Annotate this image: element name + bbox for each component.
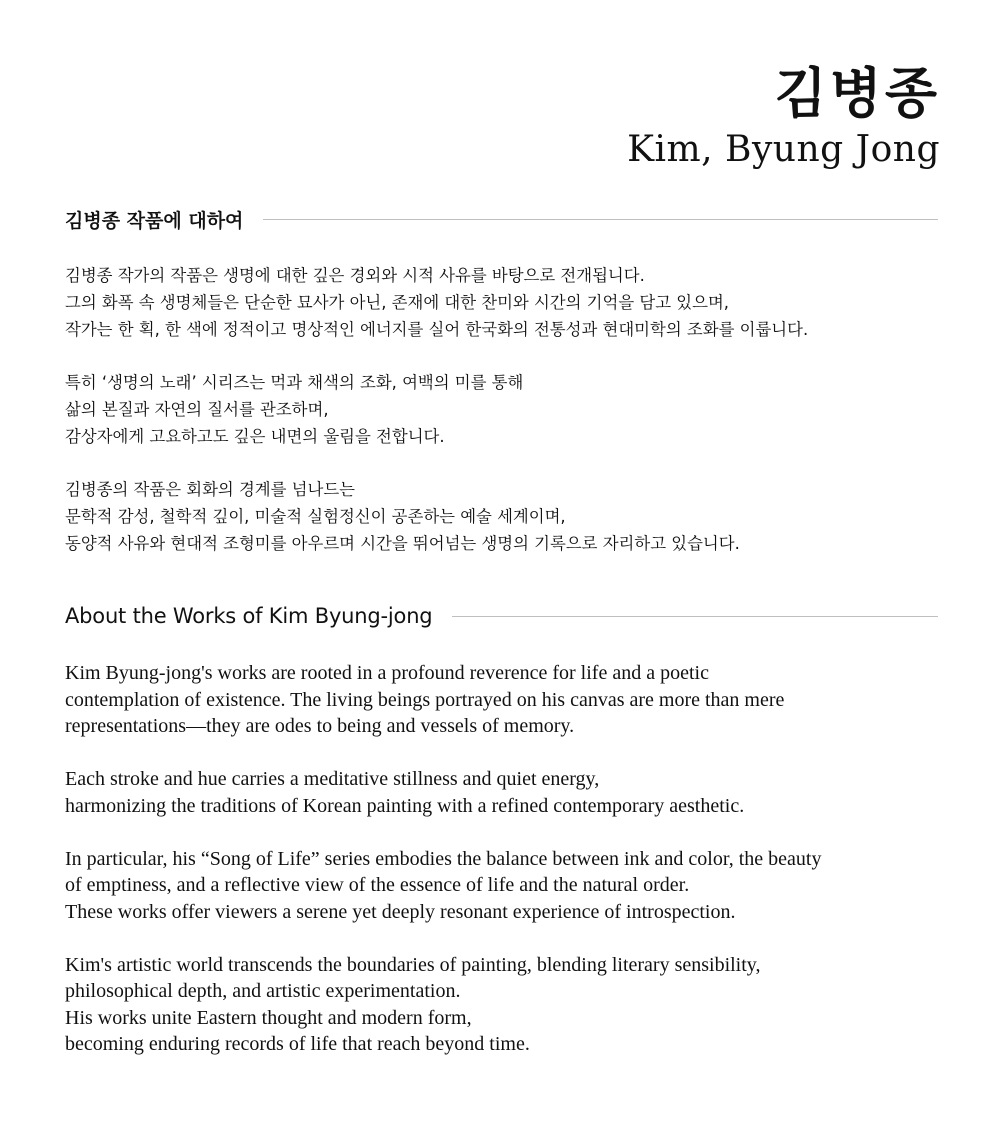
text-line: 문학적 감성, 철학적 깊이, 미술적 실험정신이 공존하는 예술 세계이며, — [65, 507, 566, 526]
english-paragraph-2 — [65, 766, 945, 819]
english-section-heading — [65, 604, 938, 628]
artist-name-english: Kim, Byung Jong — [627, 129, 940, 170]
korean-paragraph-3 — [65, 476, 945, 557]
text-line: These works offer viewers a serene yet deeply resonant experience of introspection. — [65, 900, 736, 923]
text-line: contemplation of existence. The living beings portrayed on his canvas are more than mere — [65, 688, 785, 711]
korean-section-heading — [65, 206, 938, 233]
text-line: 작가는 한 획, 한 색에 정적이고 명상적인 에너지를 실어 한국화의 전통성과 현대미학의 조화를 이룹니다. — [65, 320, 809, 339]
text-line: Kim's artistic world transcends the boundaries of painting, blending literary sensibility, — [65, 953, 761, 976]
title-block — [627, 62, 940, 172]
english-heading-divider — [452, 616, 938, 617]
text-line: 김병종 작가의 작품은 생명에 대한 깊은 경외와 시적 사유를 바탕으로 전개됩니다. — [65, 266, 645, 285]
text-line: of emptiness, and a reflective view of the essence of life and the natural order. — [65, 874, 690, 896]
text-line: 감상자에게 고요하고도 깊은 내면의 울림을 전합니다. — [65, 427, 445, 446]
korean-heading-divider — [263, 219, 938, 220]
korean-heading-text: 김병종 작품에 대하여 — [65, 210, 244, 232]
text-line: representations—they are odes to being and vessels of memory. — [65, 715, 575, 737]
text-line: 특히 ‘생명의 노래’ 시리즈는 먹과 채색의 조화, 여백의 미를 통해 — [65, 373, 524, 392]
text-line: 삶의 본질과 자연의 질서를 관조하며, — [65, 400, 329, 419]
text-line: 동양적 사유와 현대적 조형미를 아우르며 시간을 뛰어넘는 생명의 기록으로 자리하고 있습니다. — [65, 534, 740, 553]
korean-paragraph-2 — [65, 369, 945, 450]
english-paragraph-4 — [65, 952, 945, 1058]
english-heading-text: About the Works of Kim Byung-jong — [65, 604, 433, 628]
text-line: harmonizing the traditions of Korean painting with a refined contemporary aesthetic. — [65, 794, 745, 817]
text-line: His works unite Eastern thought and modern form, — [65, 1006, 472, 1029]
korean-body — [65, 262, 945, 583]
english-paragraph-1 — [65, 660, 945, 740]
text-line: becoming enduring records of life that reach beyond time. — [65, 1033, 530, 1055]
english-paragraph-3 — [65, 846, 945, 926]
text-line: 김병종의 작품은 회화의 경계를 넘나드는 — [65, 480, 356, 499]
text-line: 그의 화폭 속 생명체들은 단순한 묘사가 아닌, 존재에 대한 찬미와 시간의 기억을 담고 있으며, — [65, 293, 729, 312]
text-line: Kim Byung-jong's works are rooted in a profound reverence for life and a poetic — [65, 662, 709, 684]
text-line: philosophical depth, and artistic experimentation. — [65, 980, 461, 1002]
korean-paragraph-1 — [65, 262, 945, 343]
artist-name-korean: 김병종 — [774, 62, 940, 125]
text-line: In particular, his “Song of Life” series embodies the balance between ink and color, the beauty — [65, 847, 822, 870]
english-body — [65, 660, 945, 1084]
text-line: Each stroke and hue carries a meditative stillness and quiet energy, — [65, 768, 600, 790]
